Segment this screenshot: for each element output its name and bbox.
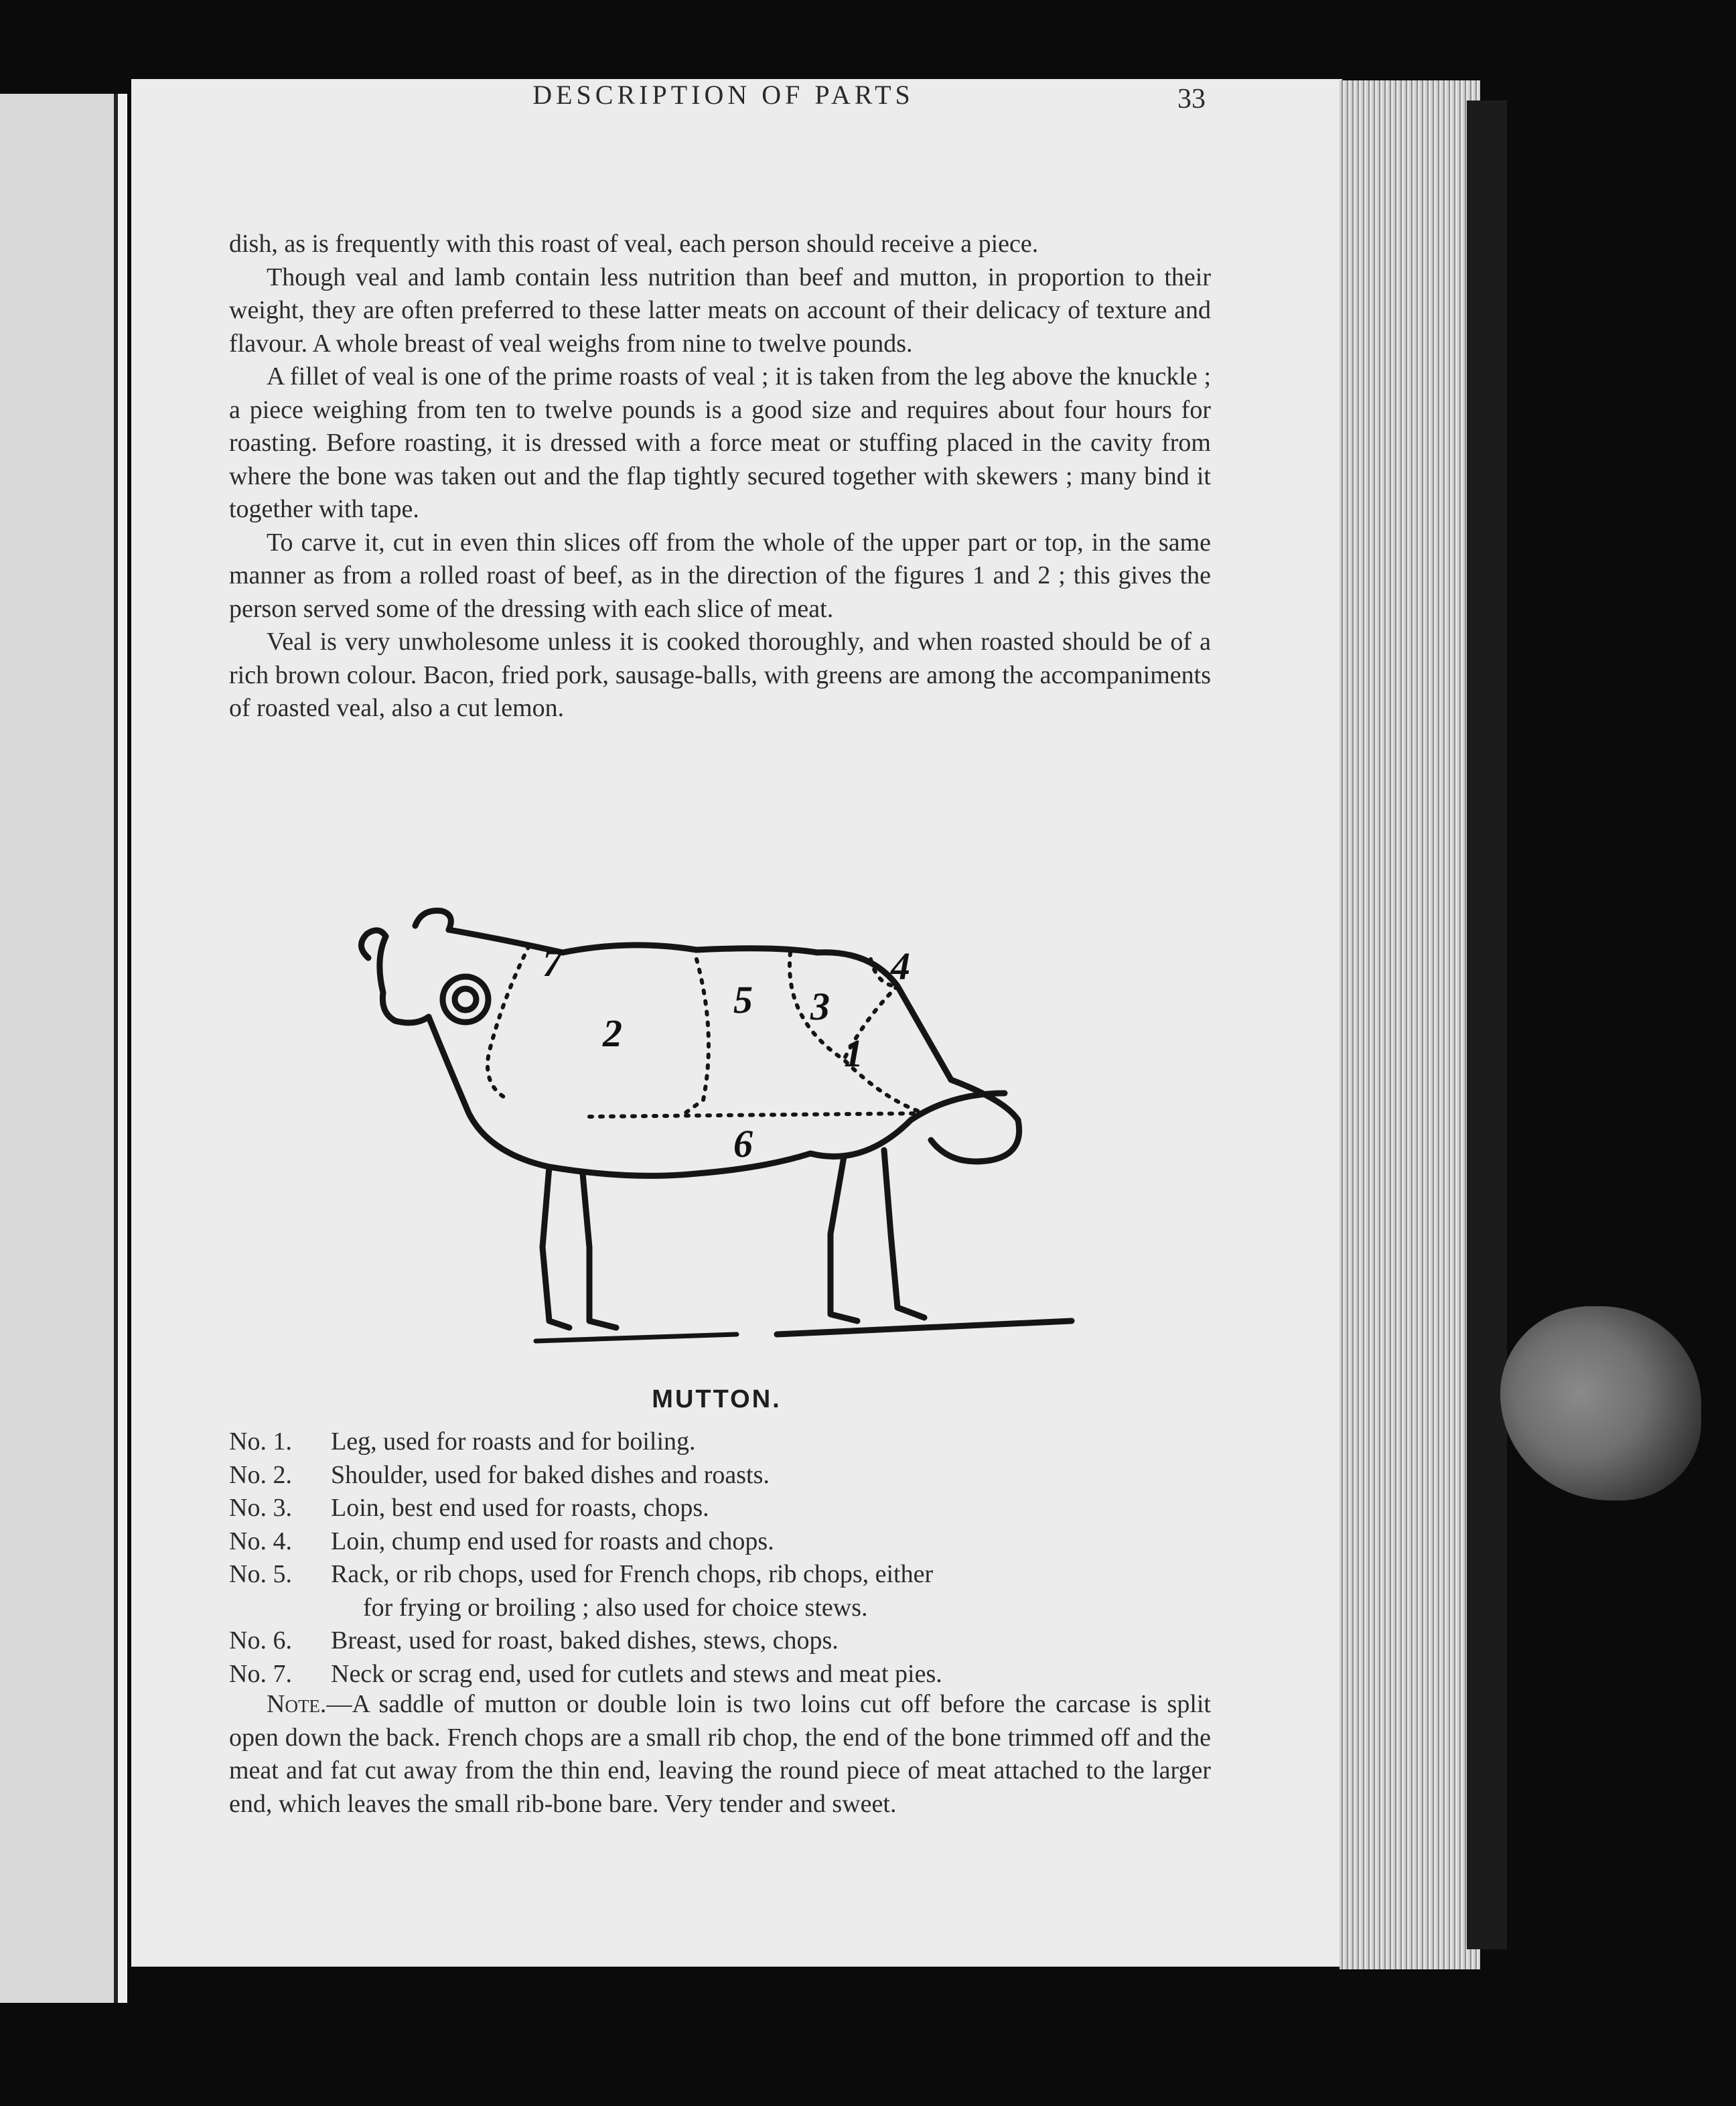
legend-number: No. 2. bbox=[229, 1460, 292, 1489]
paragraph: A fillet of veal is one of the prime roasts of veal ; it is taken from the leg above the knuckle ; a piece weighing from ten to twelve pounds is a good size and requires about four hours for roasting. Before roasting, it is dressed with a force meat or stuffing placed in the cavity from where the bone was taken out and the flap tightly secured together with skewers ; many bind it together with tape. bbox=[229, 362, 1211, 523]
paragraph: Though veal and lamb contain less nutrition than beef and mutton, in proportion to their weight, they are often preferred to these latter meats on account of their delicacy of texture and flavour. A whole breast of veal weighs from nine to twelve pounds. bbox=[229, 263, 1211, 358]
horn-curl bbox=[443, 977, 488, 1022]
running-head-title: DESCRIPTION OF PARTS bbox=[532, 80, 914, 110]
page-number: 33 bbox=[1177, 84, 1206, 115]
legend-number: No. 1. bbox=[229, 1427, 292, 1456]
cut-label-3: 3 bbox=[810, 985, 830, 1028]
facing-page-edge bbox=[0, 94, 118, 2003]
note-paragraph bbox=[229, 1688, 1211, 1821]
legend-description: Loin, chump end used for roasts and chops. bbox=[331, 1527, 774, 1555]
note-text: —A saddle of mutton or double loin is two loins cut off before the carcase is split open down the back. French chops are a small rib chop, the end of the bone trimmed off and the meat and fat cut away from the thin end, leaving the round piece of meat attached to the larger end, which leaves the small rib-bone bare. Very tender and sweet. bbox=[229, 1690, 1211, 1818]
legend-number: No. 3. bbox=[229, 1494, 292, 1522]
gutter bbox=[118, 94, 127, 2003]
legend-number: No. 6. bbox=[229, 1626, 292, 1655]
cut-label-1: 1 bbox=[844, 1032, 863, 1075]
note-lead: Note. bbox=[267, 1690, 327, 1718]
legend-description: Rack, or rib chops, used for French chops, rib chops, either bbox=[331, 1560, 934, 1588]
cut-label-2: 2 bbox=[603, 1011, 622, 1055]
cut-label-4: 4 bbox=[891, 944, 910, 988]
legend-item bbox=[229, 1525, 1211, 1559]
figure-caption: MUTTON. bbox=[652, 1385, 782, 1413]
legend-description: Shoulder, used for baked dishes and roasts. bbox=[331, 1460, 770, 1489]
paragraph: To carve it, cut in even thin slices off from the whole of the upper part or top, in the same manner as from a rolled roast of beef, as in the direction of the figures 1 and 2 ; this gives the person served some of the dressing with each slice of meat. bbox=[229, 528, 1211, 623]
cut-label-7: 7 bbox=[542, 941, 562, 985]
legend-description: Breast, used for roast, baked dishes, stews, chops. bbox=[331, 1626, 839, 1655]
legend-continuation: for frying or broiling ; also used for choice stews. bbox=[363, 1593, 868, 1622]
cut-label-5: 5 bbox=[733, 978, 753, 1022]
legend-description: Loin, best end used for roasts, chops. bbox=[331, 1494, 709, 1522]
legend-item bbox=[229, 1459, 1211, 1492]
legend-number: No. 4. bbox=[229, 1527, 292, 1555]
cut-label-6: 6 bbox=[733, 1122, 753, 1166]
page-stack-edges bbox=[1340, 80, 1480, 1969]
paragraph: dish, as is frequently with this roast of veal, each person should receive a piece. bbox=[229, 230, 1039, 258]
paragraph: Veal is very unwholesome unless it is cooked thoroughly, and when roasted should be of a rich brown colour. Bacon, fried pork, sausage-balls, with greens are among the accompaniments of roasted veal, also a cut lemon. bbox=[229, 628, 1211, 722]
mutton-cuts-illustration bbox=[348, 899, 1085, 1368]
legend-item bbox=[229, 1558, 1211, 1592]
legend-number: No. 7. bbox=[229, 1659, 292, 1688]
legend-number: No. 5. bbox=[229, 1560, 292, 1588]
legend-item bbox=[229, 1658, 1211, 1691]
head-outline bbox=[380, 936, 429, 1023]
legend-item bbox=[229, 1425, 1211, 1459]
legend-item bbox=[229, 1624, 1211, 1658]
legend-description: Neck or scrag end, used for cutlets and stews and meat pies. bbox=[331, 1659, 942, 1688]
smudge-artifact bbox=[1500, 1306, 1701, 1500]
horn-top bbox=[415, 910, 451, 930]
legend-description: Leg, used for roasts and for boiling. bbox=[331, 1427, 696, 1456]
horn-curl-inner bbox=[455, 989, 476, 1010]
body-text bbox=[229, 228, 1211, 725]
cuts-legend bbox=[229, 1425, 1211, 1691]
legend-item bbox=[229, 1492, 1211, 1525]
